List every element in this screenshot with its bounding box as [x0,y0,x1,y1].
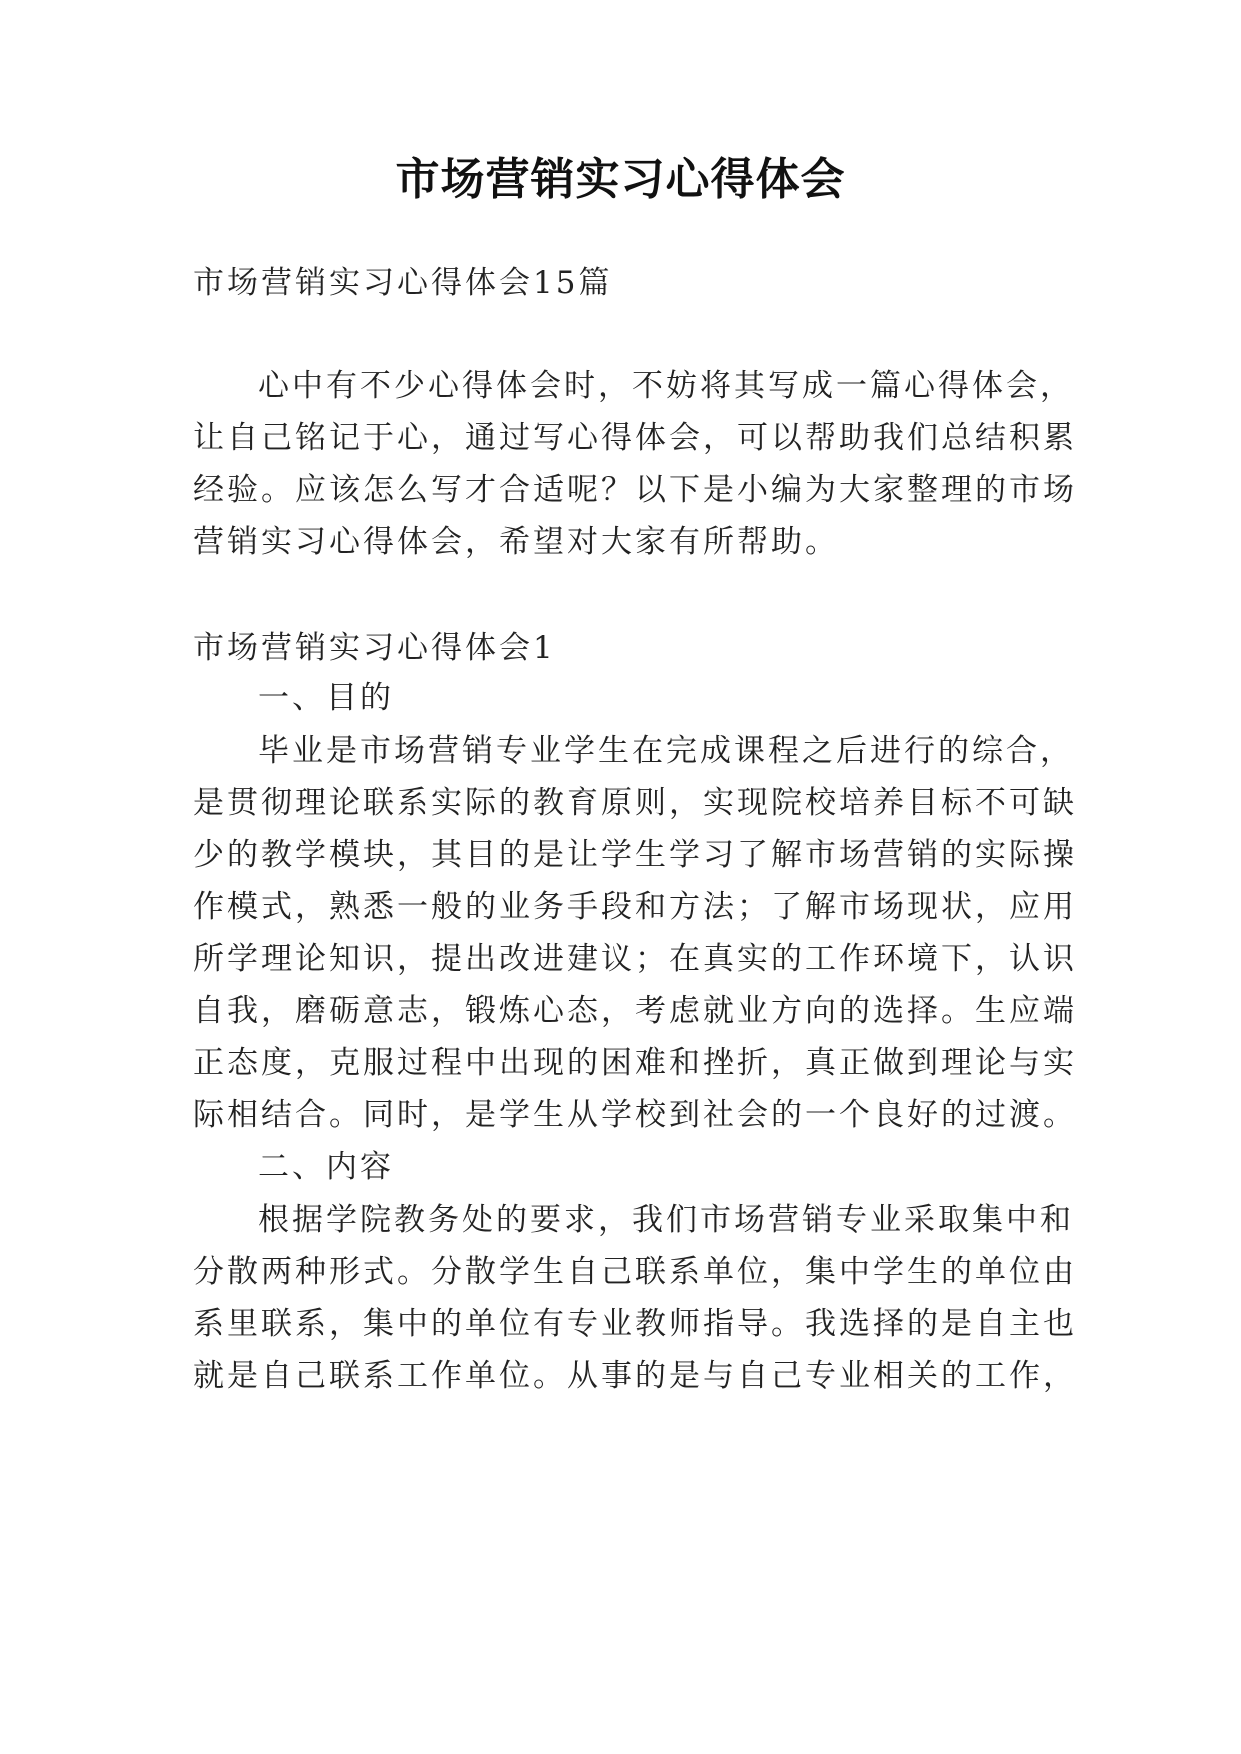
paragraph-line: 是贯彻理论联系实际的教育原则，实现院校培养目标不可缺 [193,785,1077,821]
paragraph-line: 正态度，克服过程中出现的困难和挫折，真正做到理论与实 [193,1045,1077,1081]
document-title: 市场营销实习心得体会 [395,154,846,205]
paragraph-line: 自我，磨砺意志，锻炼心态，考虑就业方向的选择。生应端 [193,993,1077,1029]
document-subtitle: 市场营销实习心得体会15篇 [193,265,613,301]
intro-line: 让自己铭记于心，通过写心得体会，可以帮助我们总结积累 [193,420,1077,456]
paragraph-line: 作模式，熟悉一般的业务手段和方法；了解市场现状，应用 [193,889,1077,925]
paragraph-line: 毕业是市场营销专业学生在完成课程之后进行的综合， [258,733,1074,769]
paragraph-line: 就是自己联系工作单位。从事的是与自己专业相关的工作， [193,1358,1077,1394]
paragraph-line: 分散两种形式。分散学生自己联系单位，集中学生的单位由 [193,1254,1077,1290]
intro-line: 营销实习心得体会，希望对大家有所帮助。 [193,524,839,560]
part-heading: 一、目的 [258,680,394,716]
paragraph-line: 根据学院教务处的要求，我们市场营销专业采取集中和 [258,1202,1074,1238]
intro-line: 经验。应该怎么写才合适呢？以下是小编为大家整理的市场 [193,472,1077,508]
section-heading: 市场营销实习心得体会1 [193,630,556,666]
paragraph-line: 系里联系，集中的单位有专业教师指导。我选择的是自主也 [193,1306,1077,1342]
part-heading: 二、内容 [258,1149,394,1185]
intro-line: 心中有不少心得体会时，不妨将其写成一篇心得体会， [258,368,1074,404]
paragraph-line: 少的教学模块，其目的是让学生学习了解市场营销的实际操 [193,837,1077,873]
paragraph-line: 际相结合。同时，是学生从学校到社会的一个良好的过渡。 [193,1097,1077,1133]
paragraph-line: 所学理论知识，提出改进建议；在真实的工作环境下，认识 [193,941,1077,977]
